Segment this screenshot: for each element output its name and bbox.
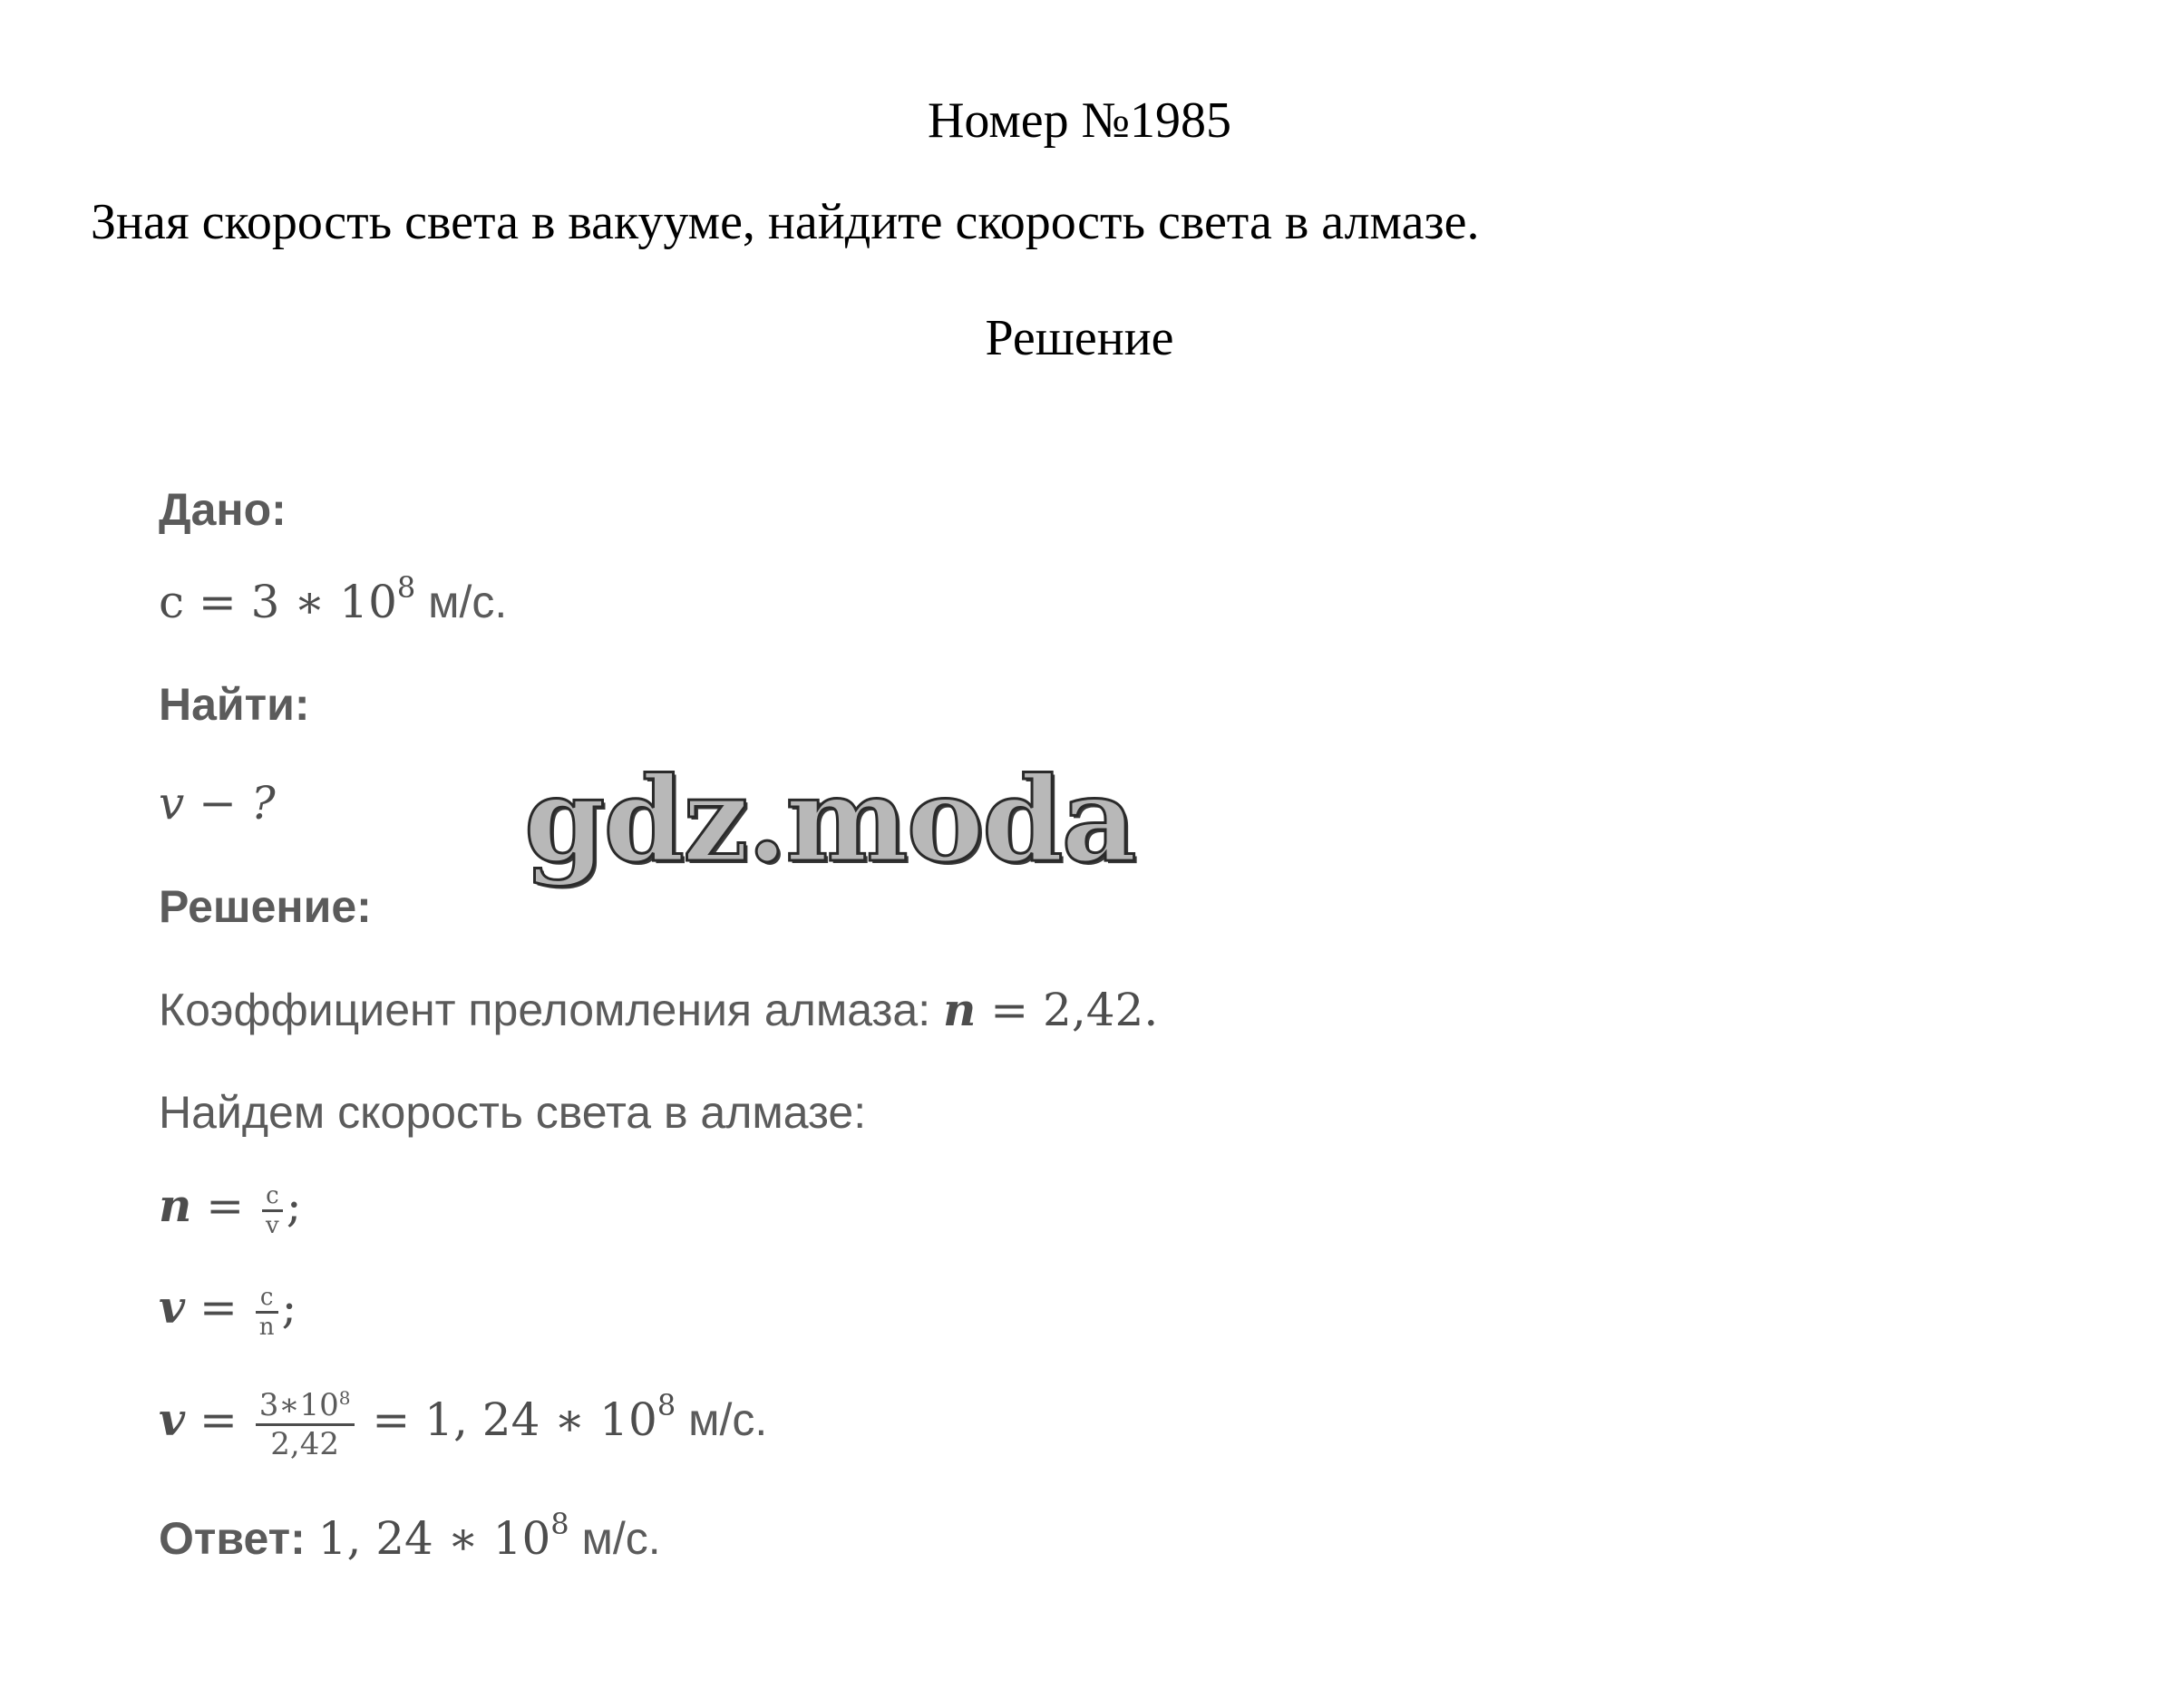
eq2-lhs: v — [159, 1280, 186, 1334]
given-exponent: 8 — [396, 570, 416, 605]
eq3-numerator-exponent: 8 — [338, 1387, 351, 1409]
page-title: Номер №1985 — [927, 92, 1232, 149]
eq1-lhs: n — [159, 1179, 192, 1232]
find-label: Найти: — [159, 679, 310, 730]
eq3-lhs: v — [159, 1392, 186, 1446]
given-expression: c = 3 ∗ 10 — [159, 576, 397, 628]
find-expression: v − ? — [159, 777, 276, 830]
refraction-variable: n — [943, 983, 977, 1036]
refraction-value: = 2,42. — [976, 984, 1159, 1036]
equation-2: v = $\frac{c}{n}$ ; — [159, 1280, 297, 1342]
given-unit: м/с. — [415, 577, 508, 627]
find-speed-text: Найдем скорость света в алмазе: — [159, 1087, 867, 1138]
equation-3: v = $\frac{3∗10^8}{2,42}$ = 1, 24 ∗ $10^8$ м/с. — [159, 1387, 768, 1462]
watermark-logo: gdz.moda — [524, 752, 1135, 888]
solution-label: Решение: — [159, 881, 372, 932]
eq2-numerator: c — [259, 1284, 274, 1312]
answer-unit: м/с. — [569, 1513, 661, 1564]
eq3-unit: м/с. — [676, 1393, 768, 1445]
answer-label: Ответ: — [159, 1513, 318, 1564]
eq1-denominator: v — [262, 1209, 283, 1239]
answer-line — [159, 1509, 661, 1567]
eq3-result-exponent: 8 — [656, 1387, 676, 1422]
given-label: Дано: — [159, 484, 287, 535]
refraction-line — [159, 981, 1158, 1039]
eq3-result: = 1, 24 ∗ 10 — [357, 1393, 657, 1446]
problem-statement: Зная скорость света в вакууме, найдите скорость света в алмазе. — [91, 194, 1480, 250]
given-line — [159, 570, 508, 631]
answer-exponent: 8 — [550, 1507, 569, 1541]
eq3-numerator: 3∗10 — [258, 1387, 339, 1423]
equation-1: n = $\frac{c}{v}$ ; — [159, 1179, 302, 1240]
refraction-text: Коэффициент преломления алмаза: — [159, 985, 943, 1035]
eq2-denominator: n — [256, 1311, 278, 1341]
eq3-denominator: 2,42 — [256, 1423, 355, 1462]
eq1-numerator: c — [266, 1182, 279, 1210]
solution-heading: Решение — [985, 310, 1174, 366]
answer-value: 1, 24 ∗ 10 — [317, 1512, 551, 1565]
